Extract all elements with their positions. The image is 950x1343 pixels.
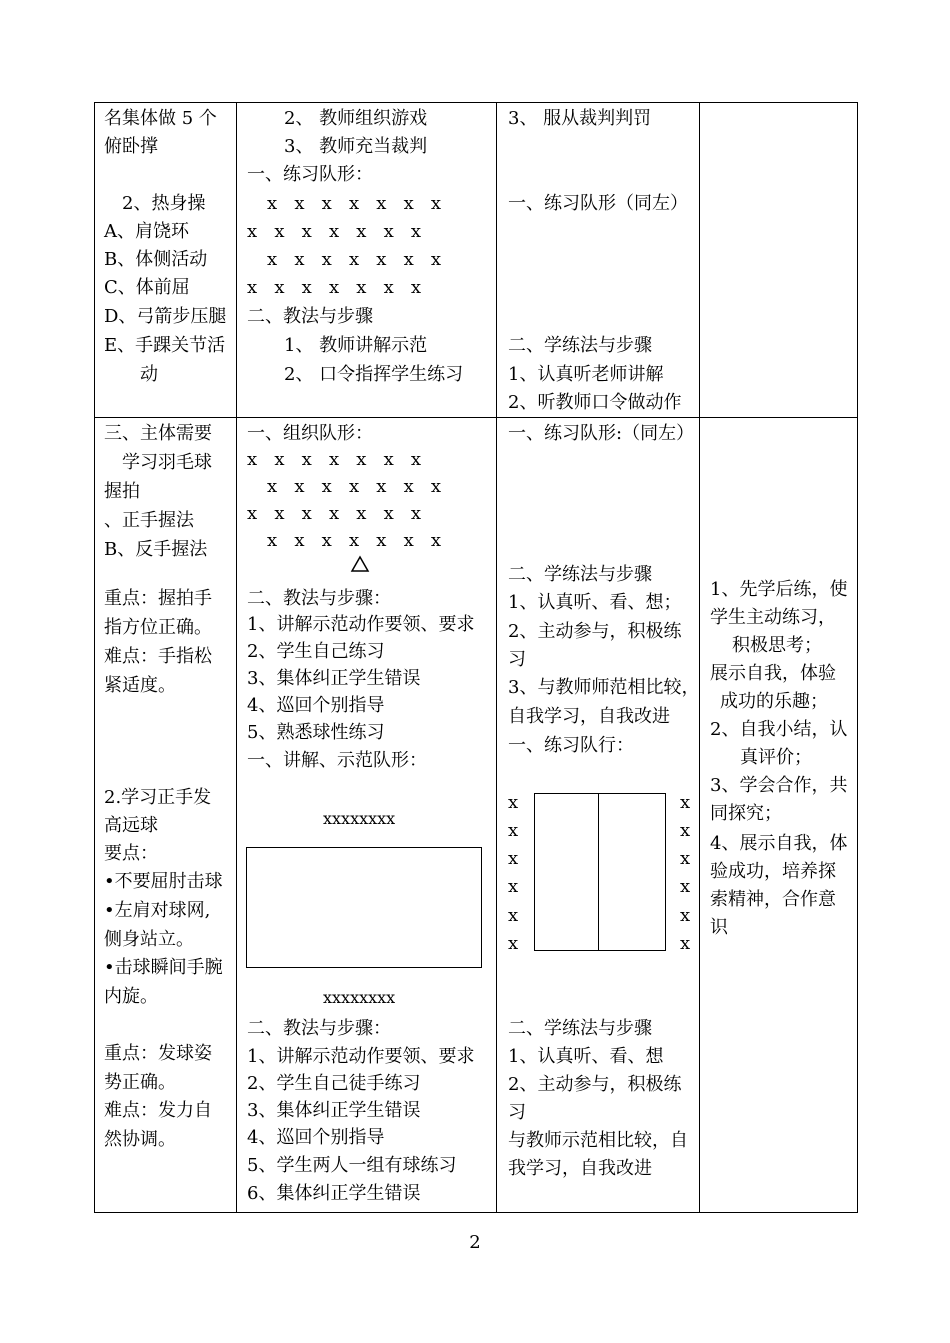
text-line: 展示自我，体验 [710, 663, 836, 684]
text-line: •击球瞬间手腕 [104, 957, 223, 978]
text-line: 习 [508, 649, 526, 670]
text-line: 识 [710, 917, 728, 938]
formation-row: x x x x x x x [247, 503, 422, 524]
text-line: 2、听教师口令做动作 [508, 392, 682, 413]
text-line: 二、学练法与步骤 [508, 1018, 652, 1039]
text-line: 3、学会合作，共 [710, 775, 848, 796]
text-line: 自我学习，自我改进 [508, 706, 670, 727]
formation-row-bottom: xxxxxxxx [323, 988, 396, 1007]
player-x: x [508, 848, 519, 869]
text-line: C、体前屈 [104, 277, 190, 298]
text-line: 真评价； [740, 747, 812, 768]
text-line: 一、练习队形： [247, 164, 373, 185]
text-line: 2、 教师组织游戏 [284, 108, 428, 129]
text-line: 重点：握拍手 [104, 588, 212, 609]
player-x: x [680, 933, 691, 954]
text-line: 1、认真听老师讲解 [508, 364, 664, 385]
text-line: 2、主动参与，积极练 [508, 621, 682, 642]
text-line: 2、主动参与，积极练 [508, 1074, 682, 1095]
col-divider-1 [236, 103, 237, 1212]
player-x: x [508, 792, 519, 813]
text-line: 二、学练法与步骤 [508, 335, 652, 356]
text-line: 二、教法与步骤： [247, 588, 391, 609]
text-line: 学生主动练习， [710, 607, 836, 628]
text-line: 然协调。 [104, 1129, 176, 1150]
text-line: 名集体做 5 个 [104, 108, 217, 129]
col-divider-2 [496, 103, 497, 1212]
text-line: 与教师示范相比较，自 [508, 1130, 688, 1151]
text-line: 习 [508, 1102, 526, 1123]
text-line: 内旋。 [104, 986, 158, 1007]
text-line: 重点：发球姿 [104, 1043, 212, 1064]
text-line: 一、练习队行： [508, 735, 634, 756]
text-line: 握拍 [104, 481, 140, 502]
player-x: x [508, 933, 519, 954]
text-line: 4、巡回个别指导 [247, 1127, 385, 1148]
text-line: 要点： [104, 843, 158, 864]
text-line: 侧身站立。 [104, 929, 194, 950]
text-line: 难点：发力自 [104, 1100, 212, 1121]
formation-row: x x x x x x x [267, 530, 442, 551]
text-line: 学习羽毛球 [122, 452, 212, 473]
text-line: 1、认真听、看、想 [508, 1046, 664, 1067]
row-divider [95, 417, 857, 418]
player-x: x [508, 820, 519, 841]
text-line: A、肩饶环 [104, 221, 189, 242]
formation-row-top: xxxxxxxx [323, 809, 396, 828]
text-line: 三、主体需要 [104, 423, 212, 444]
text-line: 积极思考； [732, 635, 822, 656]
teacher-triangle-icon [350, 555, 370, 573]
text-line: 俯卧撑 [104, 136, 158, 157]
player-x: x [508, 876, 519, 897]
text-line: D、弓箭步压腿 [104, 306, 227, 327]
formation-row: x x x x x x x [267, 249, 442, 270]
practice-court [534, 793, 666, 951]
player-x: x [680, 905, 691, 926]
text-line: •左肩对球网, [104, 900, 211, 921]
court-rectangle [246, 847, 482, 968]
text-line: 一、练习队形（同左） [508, 193, 688, 214]
text-line: 5、熟悉球性练习 [247, 722, 385, 743]
text-line: 3、 服从裁判判罚 [508, 108, 652, 129]
text-line: •不要屈肘击球 [104, 871, 223, 892]
text-line: 我学习，自我改进 [508, 1158, 652, 1179]
text-line: 一、讲解、示范队形： [247, 750, 427, 771]
text-line: 一、组织队形： [247, 423, 373, 444]
text-line: 2、热身操 [122, 193, 206, 214]
text-line: 1、 教师讲解示范 [284, 335, 428, 356]
text-line: 3、集体纠正学生错误 [247, 668, 421, 689]
text-line: 势正确。 [104, 1072, 176, 1093]
col-divider-3 [699, 103, 700, 1212]
page-number: 2 [469, 1232, 481, 1253]
formation-row: x x x x x x x [247, 277, 422, 298]
formation-row: x x x x x x x [247, 221, 422, 242]
text-line: 1、认真听、看、想； [508, 592, 682, 613]
text-line: 1、先学后练，使 [710, 579, 848, 600]
court-net-line [598, 793, 599, 951]
player-x: x [680, 792, 691, 813]
text-line: 指方位正确。 [104, 617, 212, 638]
text-line: 3、集体纠正学生错误 [247, 1100, 421, 1121]
text-line: 2、自我小结，认 [710, 719, 848, 740]
text-line: 、正手握法 [104, 510, 194, 531]
text-line: 动 [140, 364, 158, 385]
player-x: x [680, 848, 691, 869]
text-line: E、手踝关节活 [104, 335, 226, 356]
player-x: x [680, 876, 691, 897]
text-line: 紧适度。 [104, 675, 176, 696]
text-line: 一、练习队形:（同左） [508, 423, 695, 444]
text-line: B、反手握法 [104, 539, 208, 560]
text-line: 索精神，合作意 [710, 889, 836, 910]
text-line: 2.学习正手发 [104, 787, 212, 808]
text-line: B、体侧活动 [104, 249, 208, 270]
player-x: x [680, 820, 691, 841]
text-line: 5、学生两人一组有球练习 [247, 1155, 457, 1176]
text-line: 2、 口令指挥学生练习 [284, 364, 464, 385]
text-line: 1、讲解示范动作要领、要求 [247, 614, 475, 635]
text-line: 二、教法与步骤 [247, 306, 373, 327]
formation-row: x x x x x x x [267, 476, 442, 497]
text-line: 2、学生自己徒手练习 [247, 1073, 421, 1094]
text-line: 二、教法与步骤： [247, 1018, 391, 1039]
text-line: 4、巡回个别指导 [247, 695, 385, 716]
text-line: 难点：手指松 [104, 646, 212, 667]
text-line: 2、学生自己练习 [247, 641, 385, 662]
text-line: 1、讲解示范动作要领、要求 [247, 1046, 475, 1067]
text-line: 3、 教师充当裁判 [284, 136, 428, 157]
text-line: 验成功，培养探 [710, 861, 836, 882]
text-line: 4、展示自我，体 [710, 833, 848, 854]
text-line: 成功的乐趣； [720, 691, 828, 712]
formation-row: x x x x x x x [247, 449, 422, 470]
text-line: 高远球 [104, 815, 158, 836]
text-line: 二、学练法与步骤 [508, 564, 652, 585]
player-x: x [508, 905, 519, 926]
text-line: 6、集体纠正学生错误 [247, 1183, 421, 1204]
formation-row: x x x x x x x [267, 193, 442, 214]
text-line: 3、与教师师范相比较， [508, 677, 700, 698]
text-line: 同探究； [710, 803, 782, 824]
